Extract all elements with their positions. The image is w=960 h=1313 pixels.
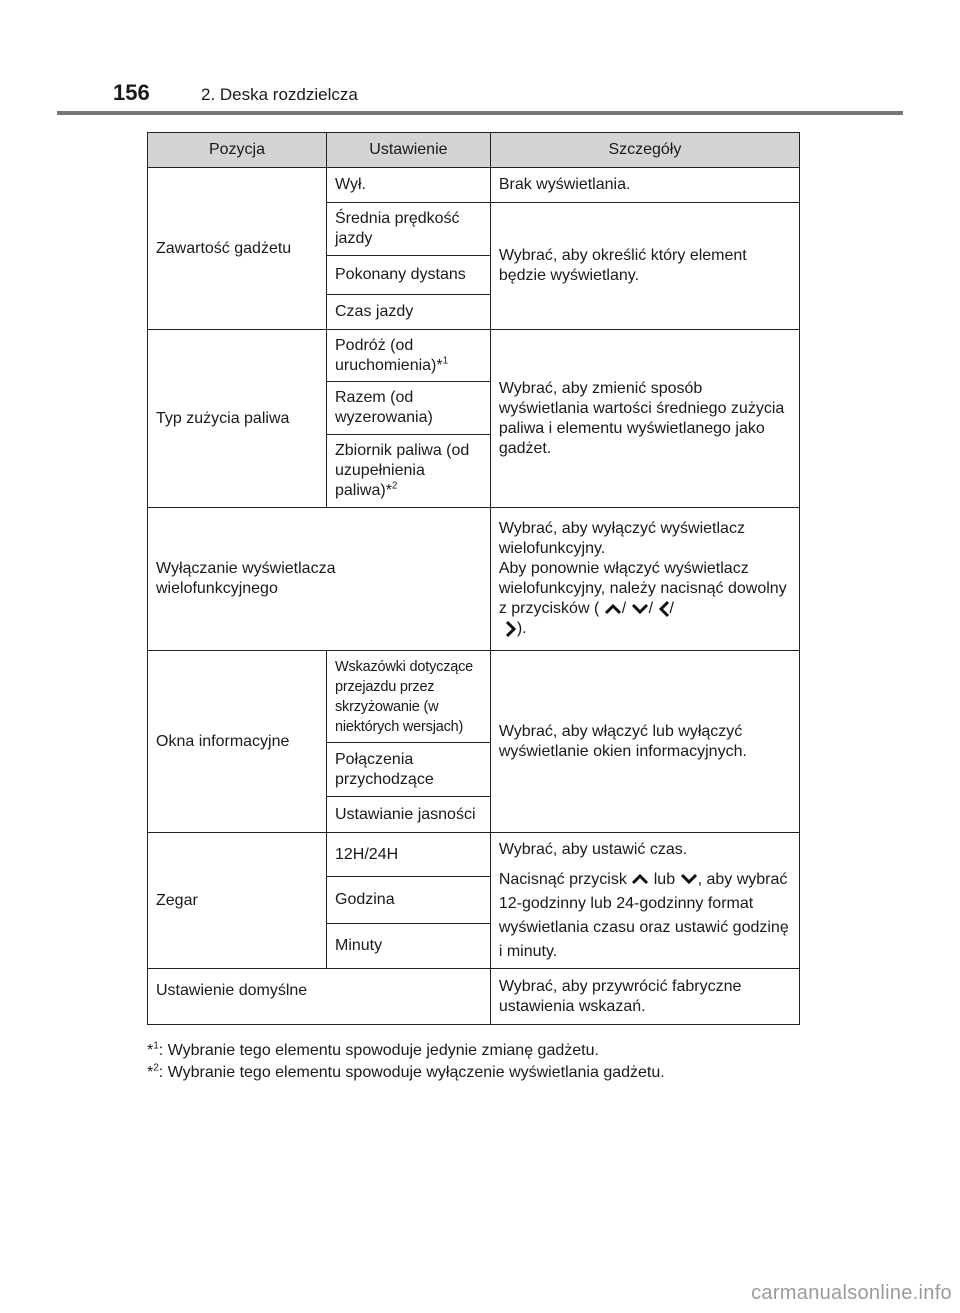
- detail-cell: Wybrać, aby zmienić sposób wyświetlania wartości średniego zużycia paliwa i elementu wyświetlanego jako gadżet.: [490, 330, 799, 508]
- setting-cell: Godzina: [327, 877, 491, 924]
- detail-cell: Wybrać, aby określić który element będzie wyświetlany.: [490, 203, 799, 330]
- separator: /: [669, 600, 674, 617]
- separator: /: [648, 600, 654, 617]
- setting-cell: Średnia prędkość jazdy: [327, 203, 491, 256]
- setting-cell: Pokonany dystans: [327, 256, 491, 295]
- setting-cell: 12H/24H: [327, 833, 491, 877]
- setting-cell: Wył.: [327, 168, 491, 203]
- detail-cell: [490, 508, 799, 651]
- setting-cell: Ustawianie jasności: [327, 797, 491, 833]
- item-cell: Okna informacyjne: [148, 651, 327, 833]
- item-cell: Ustawienie domyślne: [148, 969, 491, 1025]
- detail-cell: Brak wyświetlania.: [490, 168, 799, 203]
- setting-cell: [327, 435, 491, 508]
- chevron-up-icon: [604, 603, 622, 615]
- page-header: [113, 80, 358, 110]
- setting-text: Razem (od wyzerowania): [335, 389, 433, 426]
- chevron-down-icon: [631, 603, 649, 615]
- footnote-number: 1: [153, 1040, 159, 1052]
- item-cell: Zegar: [148, 833, 327, 969]
- detail-cell: [490, 833, 799, 969]
- watermark: carmanualsonline.info: [751, 1282, 952, 1304]
- chevron-left-icon: [658, 600, 670, 618]
- setting-cell: Wskazówki dotyczące przejazdu przez skrzyżowanie (w niektórych wersjach): [327, 651, 491, 743]
- detail-text: ).: [516, 620, 527, 637]
- footnote-ref: 1: [442, 355, 449, 367]
- table-row: [148, 330, 800, 382]
- column-header: Ustawienie: [327, 133, 491, 168]
- footnote: [147, 1062, 847, 1084]
- table-row: [148, 651, 800, 743]
- column-header: Szczegóły: [490, 133, 799, 168]
- setting-text: Podróż (od uruchomienia)*: [335, 336, 443, 374]
- detail-text: lub: [653, 870, 676, 888]
- detail-cell: Wybrać, aby przywrócić fabryczne ustawienia wskazań.: [490, 969, 799, 1025]
- detail-text: Wybrać, aby wyłączyć wyświetlacz wielofunkcyjny.: [498, 520, 745, 557]
- table-row: [148, 508, 800, 651]
- column-header: Pozycja: [148, 133, 327, 168]
- setting-cell: Połączenia przychodzące: [327, 743, 491, 797]
- setting-cell: [327, 330, 491, 382]
- footnote-text: : Wybranie tego elementu spowoduje wyłączenie wyświetlania gadżetu.: [158, 1064, 665, 1081]
- item-cell: Typ zużycia paliwa: [148, 330, 327, 508]
- table-header-row: [148, 133, 800, 168]
- setting-cell: [327, 382, 491, 435]
- table-row: [148, 168, 800, 203]
- table-row: [148, 833, 800, 877]
- detail-text: Aby ponownie włączyć wyświetlacz wielofunkcyjny, należy nacisnąć dowolny z przycisków (: [498, 560, 787, 617]
- detail-cell: Wybrać, aby włączyć lub wyłączyć wyświetlanie okien informacyjnych.: [490, 651, 799, 833]
- footnote-number: 2: [153, 1062, 159, 1074]
- header-rule: [57, 111, 903, 115]
- page-number: 156: [113, 80, 150, 105]
- item-cell: Zawartość gadżetu: [148, 168, 327, 330]
- separator: /: [621, 600, 627, 617]
- footnote-text: : Wybranie tego elementu spowoduje jedynie zmianę gadżetu.: [158, 1042, 599, 1059]
- footnote-ref: 2: [391, 480, 398, 492]
- setting-text: Zbiornik paliwa (od uzupełnienia paliwa)*: [335, 442, 470, 499]
- detail-text: Nacisnąć przycisk: [498, 870, 627, 888]
- detail-text: , aby wybrać 12-godzinny lub 24-godzinny format wyświetlania czasu oraz ustawić godzinę i minuty.: [498, 870, 789, 960]
- settings-table: [147, 132, 800, 1025]
- section-title: 2. Deska rozdzielcza: [201, 85, 358, 104]
- chevron-up-icon: [631, 873, 649, 885]
- setting-cell: Czas jazdy: [327, 295, 491, 330]
- detail-text: Wybrać, aby ustawić czas.: [498, 840, 688, 858]
- footnote-mark: *: [147, 1042, 154, 1059]
- setting-cell: Minuty: [327, 924, 491, 969]
- chevron-right-icon: [505, 620, 517, 638]
- item-cell: Wyłączanie wyświetlacza wielofunkcyjnego: [148, 508, 491, 651]
- table-row: [148, 969, 800, 1025]
- chevron-down-icon: [680, 873, 698, 885]
- footnote: [147, 1040, 847, 1062]
- footnote-mark: *: [147, 1064, 154, 1081]
- footnotes: [147, 1040, 847, 1084]
